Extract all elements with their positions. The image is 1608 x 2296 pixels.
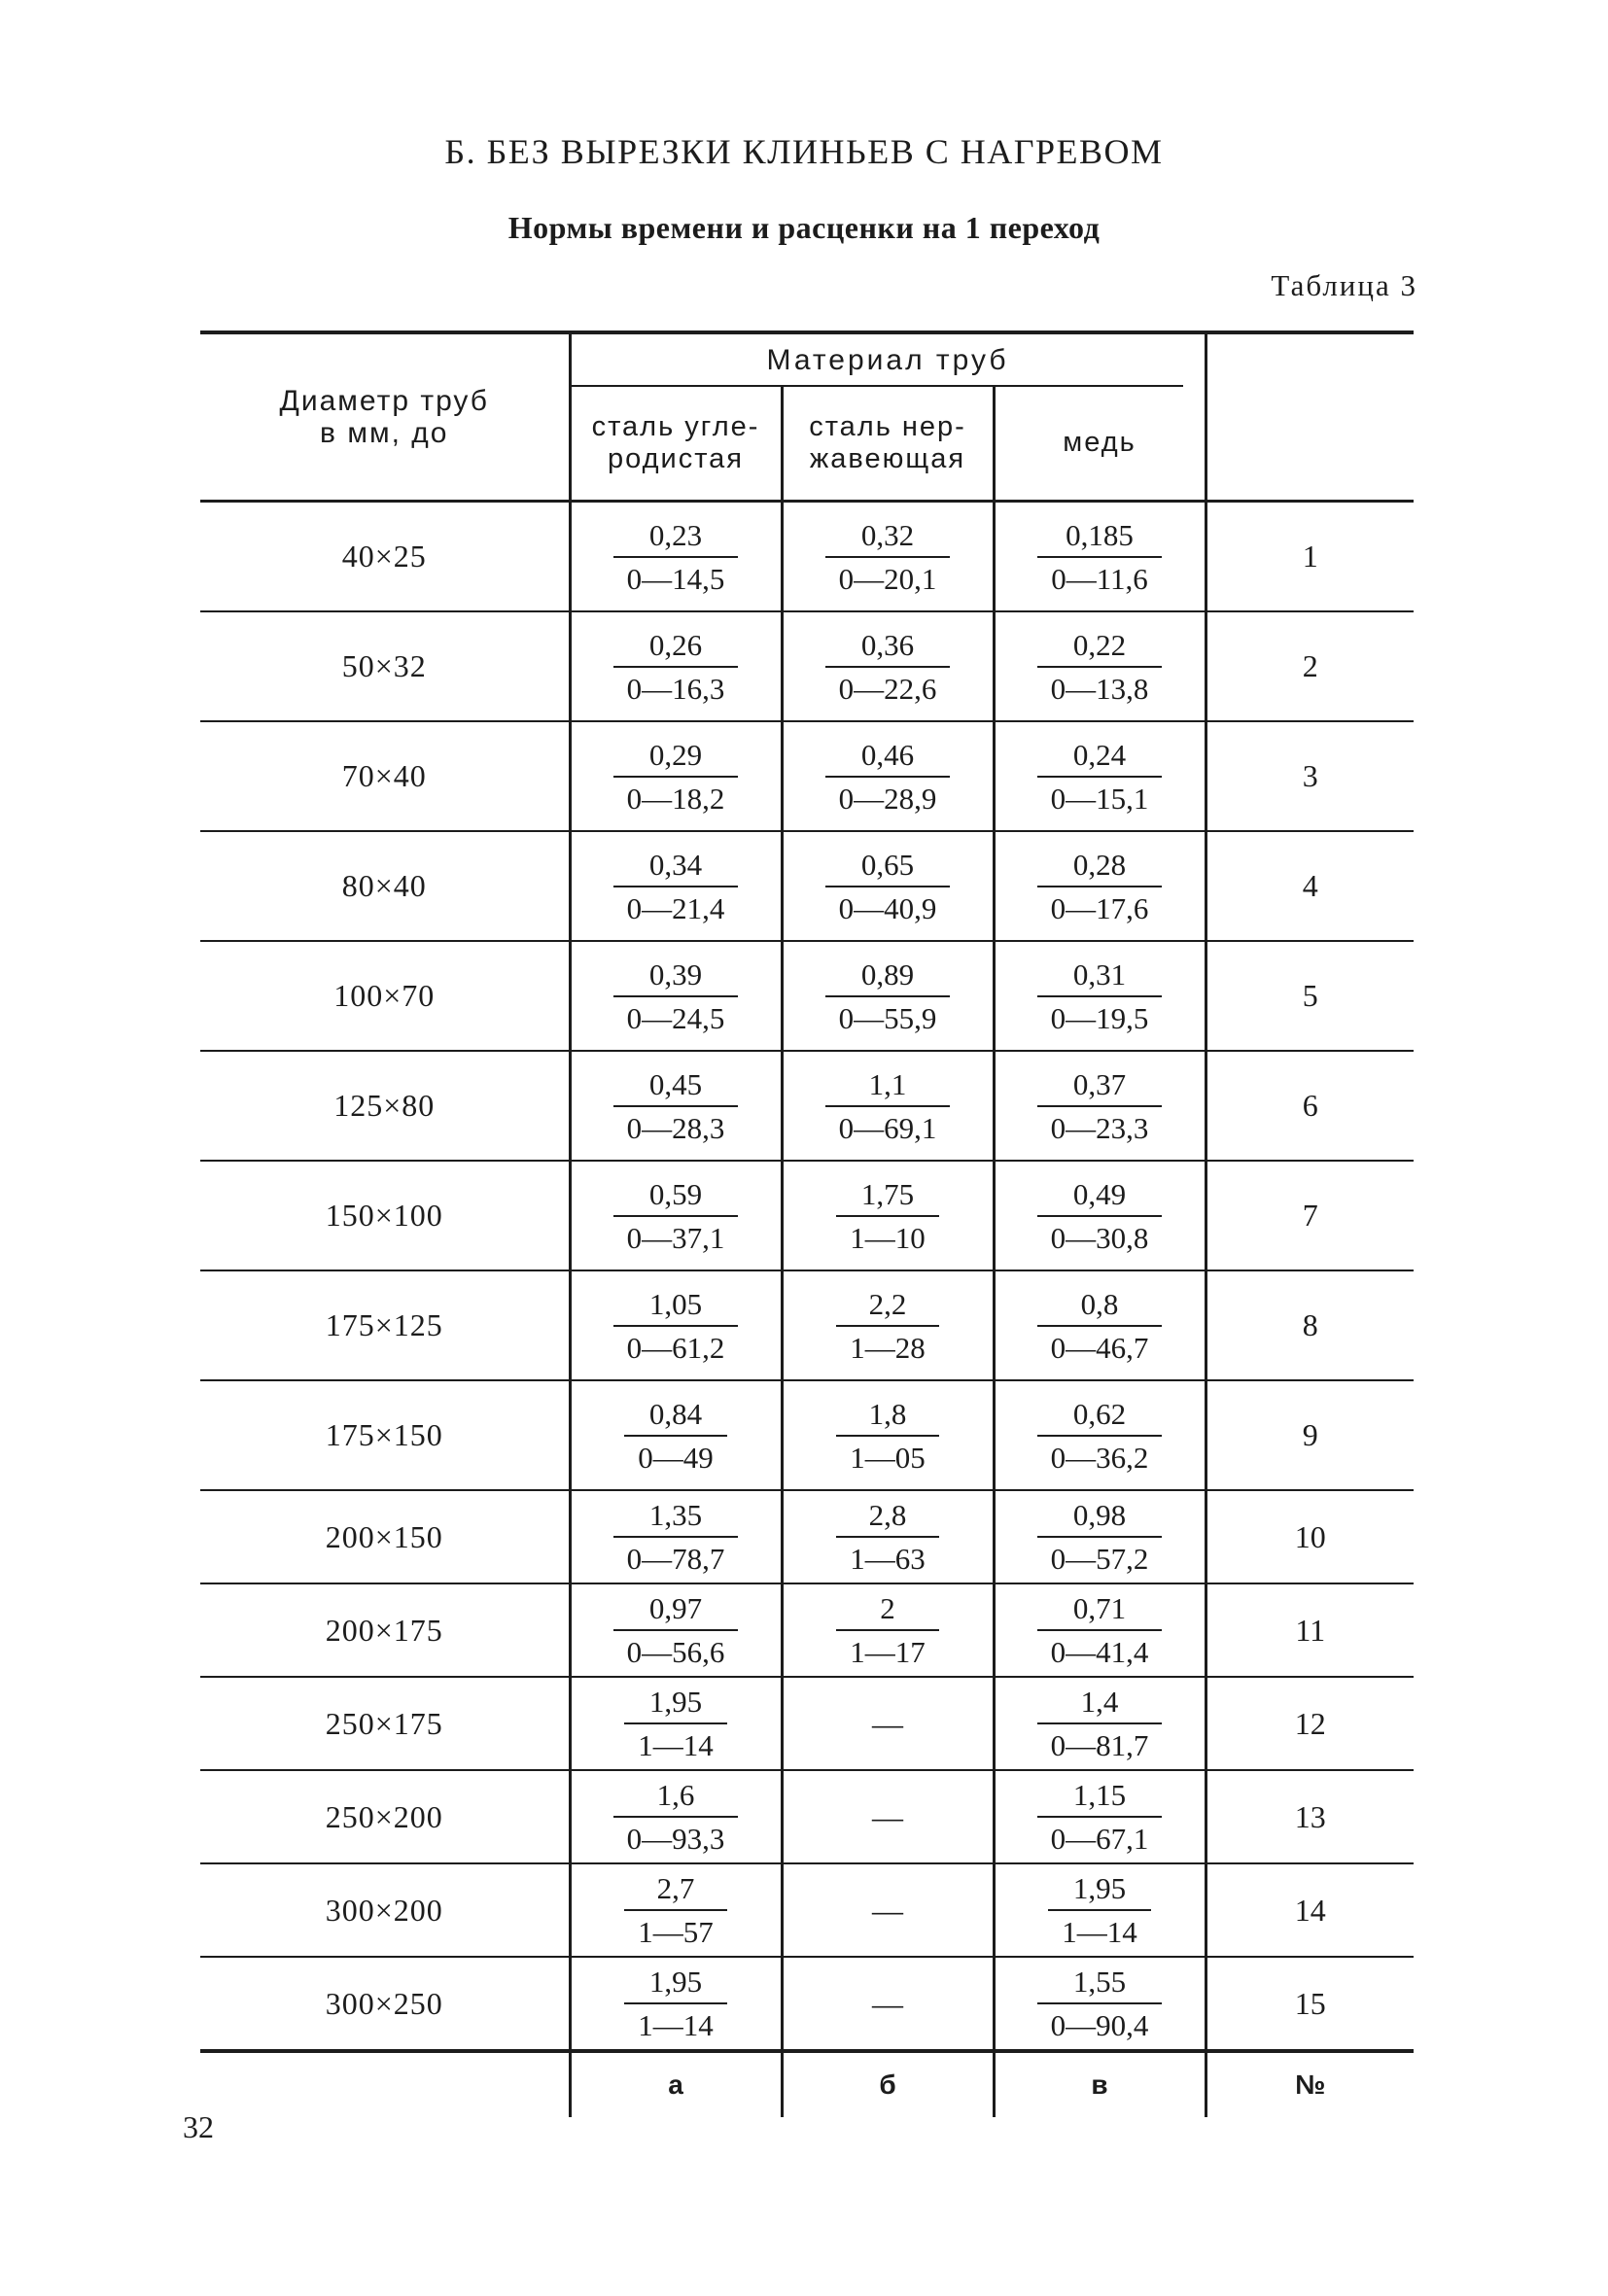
rate-fraction <box>1037 1966 1163 2040</box>
price-rate: 1—10 <box>850 1220 926 1255</box>
price-rate: 0—81,7 <box>1050 1728 1149 1762</box>
row-number-cell: 6 <box>1206 1051 1414 1161</box>
value-cell <box>570 1270 782 1380</box>
value-cell <box>994 1583 1206 1677</box>
table-label: Таблица 3 <box>1271 268 1417 302</box>
value-cell <box>782 1490 994 1583</box>
row-number-cell: 4 <box>1206 831 1414 941</box>
rate-fraction <box>1037 517 1162 596</box>
price-rate: 0—20,1 <box>838 561 937 596</box>
table-row <box>200 1863 1414 1957</box>
value-cell <box>782 1270 994 1380</box>
value-cell <box>994 1677 1206 1770</box>
value-cell <box>782 1957 994 2051</box>
value-cell <box>994 1863 1206 1957</box>
table-subheading: Нормы времени и расценки на 1 переход <box>507 210 1101 245</box>
value-cell <box>570 1380 782 1490</box>
time-norm: 1,4 <box>1037 1687 1163 1724</box>
row-number-cell: 5 <box>1206 941 1414 1051</box>
table-row <box>200 1583 1414 1677</box>
price-rate: 0—61,2 <box>626 1330 725 1365</box>
table-row <box>200 611 1414 721</box>
time-norm: 0,49 <box>1037 1179 1163 1217</box>
price-rate: 0—17,6 <box>1050 890 1149 925</box>
price-rate: 0—40,9 <box>838 890 937 925</box>
rate-fraction <box>613 1176 739 1255</box>
value-cell <box>570 1957 782 2051</box>
section-heading: Б. БЕЗ ВЫРЕЗКИ КЛИНЬЕВ С НАГРЕВОМ <box>444 132 1164 171</box>
time-norm: 0,98 <box>1037 1500 1163 1538</box>
price-rate: 1—57 <box>638 1915 714 1949</box>
time-norm: 0,26 <box>613 630 739 668</box>
price-rate: 1—63 <box>850 1542 926 1576</box>
footer-row <box>200 2051 1414 2117</box>
price-rate: 1—28 <box>850 1330 926 1365</box>
time-norm: 0,185 <box>1037 520 1162 558</box>
value-cell <box>994 721 1206 831</box>
time-norm: 0,97 <box>613 1593 739 1631</box>
empty-value-dash: — <box>872 1892 903 1928</box>
price-rate: 0—93,3 <box>626 1822 725 1856</box>
row-number-cell: 3 <box>1206 721 1414 831</box>
rate-fraction <box>613 737 739 816</box>
rate-fraction <box>836 1500 939 1574</box>
table-row <box>200 1677 1414 1770</box>
time-norm: 0,39 <box>613 959 739 997</box>
diameter-cell: 175×150 <box>200 1380 570 1490</box>
value-cell <box>994 502 1206 612</box>
time-norm: 0,45 <box>613 1069 739 1107</box>
table-row <box>200 1270 1414 1380</box>
price-rate: 0—24,5 <box>626 1000 725 1035</box>
diameter-cell: 80×40 <box>200 831 570 941</box>
material-group-header <box>570 332 1206 387</box>
material-group-divider <box>572 385 1183 387</box>
table-row <box>200 1957 1414 2051</box>
diameter-column-header: Диаметр труб в мм, до <box>200 332 570 502</box>
rate-fraction <box>1037 1780 1163 1854</box>
rate-fraction <box>825 627 951 706</box>
value-cell <box>994 1490 1206 1583</box>
value-cell <box>782 1583 994 1677</box>
time-norm: 1,75 <box>836 1179 939 1217</box>
diameter-cell: 150×100 <box>200 1161 570 1270</box>
price-rate: 1—14 <box>1062 1915 1137 1949</box>
table-row <box>200 502 1414 612</box>
time-norm: 0,23 <box>613 520 739 558</box>
value-cell <box>782 1051 994 1161</box>
row-number-cell: 2 <box>1206 611 1414 721</box>
value-cell <box>570 1770 782 1863</box>
rate-fraction <box>613 1286 739 1365</box>
table-row <box>200 831 1414 941</box>
time-norm: 0,37 <box>1037 1069 1163 1107</box>
time-norm: 1,8 <box>836 1399 939 1437</box>
row-number-cell: 10 <box>1206 1490 1414 1583</box>
price-rate: 0—90,4 <box>1050 2008 1149 2042</box>
value-cell <box>570 1161 782 1270</box>
time-norm: 0,31 <box>1037 959 1163 997</box>
time-norm: 0,8 <box>1037 1289 1163 1327</box>
price-rate: 0—78,7 <box>626 1542 725 1576</box>
rate-fraction <box>613 517 739 596</box>
rate-fraction <box>836 1593 939 1667</box>
rate-fraction <box>1037 959 1163 1033</box>
value-cell <box>994 1270 1206 1380</box>
value-cell <box>570 502 782 612</box>
table-row <box>200 1380 1414 1490</box>
value-cell <box>570 1583 782 1677</box>
diameter-cell: 200×150 <box>200 1490 570 1583</box>
value-cell <box>570 1677 782 1770</box>
price-rate: 0—55,9 <box>838 1000 937 1035</box>
value-cell <box>994 1957 1206 2051</box>
value-cell <box>782 1161 994 1270</box>
value-cell <box>782 1770 994 1863</box>
price-rate: 0—28,9 <box>838 781 937 816</box>
rate-fraction <box>1037 847 1163 925</box>
value-cell <box>994 1161 1206 1270</box>
time-norm: 1,95 <box>624 1966 727 2004</box>
empty-value-dash: — <box>872 1705 903 1741</box>
time-norm: 0,59 <box>613 1179 739 1217</box>
row-number-cell: 13 <box>1206 1770 1414 1863</box>
row-number-cell: 9 <box>1206 1380 1414 1490</box>
time-norm: 0,34 <box>613 850 739 887</box>
value-cell <box>994 1051 1206 1161</box>
rate-fraction <box>836 1176 939 1255</box>
table-row <box>200 1770 1414 1863</box>
value-cell <box>994 1380 1206 1490</box>
rate-fraction <box>613 847 739 925</box>
value-cell <box>570 721 782 831</box>
column-mark-c: в <box>994 2051 1206 2117</box>
price-rate: 0—15,1 <box>1050 781 1149 816</box>
stainless-steel-column-header: сталь нер- жавеющая <box>782 387 994 502</box>
rate-fraction <box>825 959 951 1033</box>
time-norm: 0,36 <box>825 630 951 668</box>
diameter-cell: 300×250 <box>200 1957 570 2051</box>
row-number-cell: 12 <box>1206 1677 1414 1770</box>
price-rate: 0—19,5 <box>1050 1000 1149 1035</box>
time-norm: 2 <box>836 1593 939 1631</box>
rate-fraction <box>1037 1593 1163 1667</box>
time-norm: 0,89 <box>825 959 951 997</box>
price-rate: 0—11,6 <box>1051 561 1148 596</box>
price-rate: 0—18,2 <box>626 781 725 816</box>
number-column-header <box>1206 332 1414 502</box>
diameter-cell: 40×25 <box>200 502 570 612</box>
value-cell <box>782 502 994 612</box>
diameter-cell: 125×80 <box>200 1051 570 1161</box>
rate-fraction <box>825 847 951 925</box>
value-cell <box>570 1051 782 1161</box>
rate-fraction <box>836 1286 939 1365</box>
value-cell <box>782 941 994 1051</box>
value-cell <box>570 941 782 1051</box>
row-number-cell: 1 <box>1206 502 1414 612</box>
price-rate: 0—16,3 <box>626 671 725 706</box>
table-row <box>200 1051 1414 1161</box>
rate-fraction <box>624 1687 727 1760</box>
value-cell <box>570 611 782 721</box>
value-cell <box>782 1677 994 1770</box>
table-row <box>200 1161 1414 1270</box>
time-norm: 1,95 <box>1048 1873 1151 1911</box>
price-rate: 0—14,5 <box>626 561 725 596</box>
price-rate: 0—23,3 <box>1050 1110 1149 1145</box>
diameter-cell: 200×175 <box>200 1583 570 1677</box>
time-norm: 0,71 <box>1037 1593 1163 1631</box>
value-cell <box>782 1863 994 1957</box>
rate-fraction <box>836 1396 939 1475</box>
price-rate: 0—57,2 <box>1050 1542 1149 1576</box>
table-row <box>200 941 1414 1051</box>
empty-value-dash: — <box>872 1985 903 2021</box>
price-rate: 1—05 <box>850 1440 926 1475</box>
empty-value-dash: — <box>872 1798 903 1834</box>
time-norm: 0,24 <box>1037 740 1163 778</box>
rate-fraction <box>1048 1873 1151 1947</box>
rate-fraction <box>613 1593 739 1667</box>
row-number-cell: 8 <box>1206 1270 1414 1380</box>
diameter-cell: 70×40 <box>200 721 570 831</box>
diameter-cell: 50×32 <box>200 611 570 721</box>
value-cell <box>570 831 782 941</box>
rate-fraction <box>613 1066 739 1145</box>
price-rate: 0—30,8 <box>1050 1220 1149 1255</box>
price-rate: 0—46,7 <box>1050 1330 1149 1365</box>
price-rate: 1—17 <box>850 1635 926 1669</box>
rate-fraction <box>825 737 951 816</box>
material-group-label: Материал труб <box>766 344 1009 376</box>
rate-fraction <box>613 959 739 1033</box>
rate-fraction <box>1037 1176 1163 1255</box>
price-rate: 0—36,2 <box>1050 1440 1149 1475</box>
price-rate: 0—56,6 <box>626 1635 725 1669</box>
time-norm: 0,32 <box>825 520 951 558</box>
time-norm: 2,8 <box>836 1500 939 1538</box>
table-row <box>200 1490 1414 1583</box>
time-norm: 0,46 <box>825 740 951 778</box>
value-cell <box>994 941 1206 1051</box>
price-rate: 0—21,4 <box>626 890 725 925</box>
rate-fraction <box>624 1873 727 1947</box>
rate-fraction <box>825 1066 951 1145</box>
time-norm: 1,35 <box>613 1500 739 1538</box>
price-rate: 0—41,4 <box>1050 1635 1149 1669</box>
rate-fraction <box>1037 737 1163 816</box>
time-norm: 2,2 <box>836 1289 939 1327</box>
footer-blank-cell <box>200 2051 570 2117</box>
time-norm: 1,55 <box>1037 1966 1163 2004</box>
value-cell <box>570 1863 782 1957</box>
row-number-cell: 15 <box>1206 1957 1414 2051</box>
time-norm: 1,95 <box>624 1687 727 1724</box>
rate-fraction <box>1037 1687 1163 1760</box>
column-mark-b: б <box>782 2051 994 2117</box>
diameter-cell: 175×125 <box>200 1270 570 1380</box>
price-rate: 1—14 <box>638 1728 714 1762</box>
price-rate: 0—28,3 <box>626 1110 725 1145</box>
rate-fraction <box>613 1500 739 1574</box>
price-rate: 0—69,1 <box>838 1110 937 1145</box>
diameter-cell: 250×175 <box>200 1677 570 1770</box>
rate-fraction <box>825 517 951 596</box>
time-norm: 1,6 <box>613 1780 739 1818</box>
value-cell <box>994 611 1206 721</box>
value-cell <box>782 611 994 721</box>
price-rate: 0—67,1 <box>1050 1822 1149 1856</box>
time-norm: 0,84 <box>624 1399 727 1437</box>
rate-fraction <box>624 1396 727 1475</box>
diameter-cell: 250×200 <box>200 1770 570 1863</box>
column-mark-a: а <box>570 2051 782 2117</box>
rate-fraction <box>1037 1396 1163 1475</box>
rate-fraction <box>1037 1286 1163 1365</box>
table-row <box>200 721 1414 831</box>
rate-fraction <box>1037 627 1163 706</box>
row-number-cell: 14 <box>1206 1863 1414 1957</box>
value-cell <box>782 831 994 941</box>
time-norm: 0,29 <box>613 740 739 778</box>
time-norm: 0,62 <box>1037 1399 1163 1437</box>
row-number-cell: 11 <box>1206 1583 1414 1677</box>
value-cell <box>994 831 1206 941</box>
time-norm: 1,15 <box>1037 1780 1163 1818</box>
value-cell <box>570 1490 782 1583</box>
price-rate: 0—49 <box>638 1440 714 1475</box>
time-norm: 2,7 <box>624 1873 727 1911</box>
row-number-cell: 7 <box>1206 1161 1414 1270</box>
price-rate: 0—37,1 <box>626 1220 725 1255</box>
page-number: 32 <box>183 2109 214 2144</box>
rate-fraction <box>1037 1500 1163 1574</box>
diameter-cell: 300×200 <box>200 1863 570 1957</box>
price-rate: 1—14 <box>638 2008 714 2042</box>
value-cell <box>994 1770 1206 1863</box>
norms-table <box>200 330 1414 2117</box>
time-norm: 0,22 <box>1037 630 1163 668</box>
column-mark-number: № <box>1206 2051 1414 2117</box>
diameter-cell: 100×70 <box>200 941 570 1051</box>
time-norm: 1,05 <box>613 1289 739 1327</box>
rate-fraction <box>613 627 739 706</box>
rate-fraction <box>624 1966 727 2040</box>
rate-fraction <box>1037 1066 1163 1145</box>
time-norm: 1,1 <box>825 1069 951 1107</box>
time-norm: 0,28 <box>1037 850 1163 887</box>
carbon-steel-column-header: сталь угле- родистая <box>570 387 782 502</box>
header-row <box>200 332 1414 387</box>
time-norm: 0,65 <box>825 850 951 887</box>
rate-fraction <box>613 1780 739 1854</box>
price-rate: 0—22,6 <box>838 671 937 706</box>
copper-column-header: медь <box>994 387 1206 502</box>
value-cell <box>782 1380 994 1490</box>
value-cell <box>782 721 994 831</box>
price-rate: 0—13,8 <box>1050 671 1149 706</box>
